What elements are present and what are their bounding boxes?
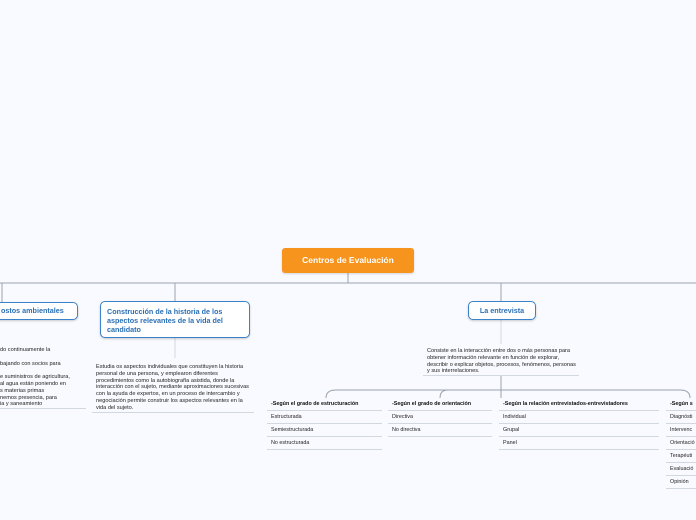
subtopic-underline bbox=[666, 410, 696, 411]
leaf-underline bbox=[666, 436, 696, 437]
note-line: nemos presencia, para bbox=[0, 394, 57, 401]
leaf-intervencion[interactable]: Intervenc bbox=[670, 427, 693, 433]
subtopic-grado-orientacion[interactable]: -Según el grado de orientación bbox=[392, 401, 472, 407]
note-line: bajando con socios para bbox=[0, 360, 61, 367]
leaf-opinion[interactable]: Opinión bbox=[670, 479, 689, 485]
subtopic-underline bbox=[499, 410, 659, 411]
topic-costos-ambientales[interactable]: ostos ambientales bbox=[0, 302, 78, 320]
note-line: al agua están poniendo en bbox=[0, 380, 66, 387]
root-topic-centros-evaluacion[interactable]: Centros de Evaluación bbox=[282, 248, 414, 273]
leaf-underline bbox=[388, 423, 492, 424]
note-line: e suministros de agricultura, bbox=[0, 374, 70, 381]
subtopic-underline bbox=[388, 410, 492, 411]
subtopic-underline bbox=[267, 410, 382, 411]
connector-group-2 bbox=[440, 390, 501, 398]
leaf-grupal[interactable]: Grupal bbox=[503, 427, 520, 433]
leaf-underline bbox=[666, 475, 696, 476]
leaf-individual[interactable]: Individual bbox=[503, 414, 526, 420]
note-line: do continuamente la bbox=[0, 347, 51, 353]
subtopic-segun-cut[interactable]: -Según s bbox=[670, 401, 693, 407]
note-construccion-historia: Estudia os aspectos individuales que constituyen la historia personal de una persona, y emplearon diferentes procedimientos como la autobiografía asistida, donde la interacción con el sujeto, mediante aproximaciones sucesivas con la ayuda de expertos, en un proceso de intercambio y negociación permite construir los aspectos relevantes en la vida del sujeto. bbox=[96, 364, 249, 411]
leaf-underline bbox=[666, 488, 696, 489]
note-line bbox=[0, 354, 84, 361]
note-underline bbox=[92, 412, 254, 413]
leaf-diagnostico[interactable]: Diagnósti bbox=[670, 414, 693, 420]
leaf-underline bbox=[666, 449, 696, 450]
leaf-semiestructurada[interactable]: Semiestructurada bbox=[271, 427, 314, 433]
topic-construccion-historia[interactable]: Construcción de la historia de los aspectos relevantes de la vida del candidato bbox=[100, 301, 250, 338]
leaf-underline bbox=[666, 462, 696, 463]
leaf-underline bbox=[499, 436, 659, 437]
leaf-estructurada[interactable]: Estructurada bbox=[271, 414, 302, 420]
leaf-no-estructurada[interactable]: No estructurada bbox=[271, 440, 310, 446]
leaf-directiva[interactable]: Directiva bbox=[392, 414, 413, 420]
connector-group-4 bbox=[501, 390, 690, 398]
leaf-underline bbox=[388, 436, 492, 437]
connector-group-1 bbox=[326, 390, 501, 398]
leaf-panel[interactable]: Panel bbox=[503, 440, 517, 446]
note-line: s materias primas bbox=[0, 387, 45, 394]
note-line: ia y saneamiento bbox=[0, 401, 43, 408]
subtopic-relacion-entrevistados[interactable]: -Según la relación entrevistados-entrevistadores bbox=[503, 401, 628, 407]
leaf-underline bbox=[666, 423, 696, 424]
note-costos-ambientales bbox=[0, 347, 84, 408]
note-line bbox=[0, 367, 84, 374]
leaf-terapeutica[interactable]: Terapéuti bbox=[670, 453, 693, 459]
leaf-evaluacion[interactable]: Evaluació bbox=[670, 466, 694, 472]
leaf-underline bbox=[267, 423, 382, 424]
note-underline bbox=[0, 408, 86, 409]
topic-la-entrevista[interactable]: La entrevista bbox=[468, 301, 536, 320]
subtopic-grado-estructuracion[interactable]: -Según el grado de estructuración bbox=[271, 401, 359, 407]
note-la-entrevista: Consiste en la interacción entre dos o más personas para obtener información relevante en función de explorar, describir o explicar objetos, procesos, fenómenos, personas y sus interrelaciones. bbox=[427, 348, 576, 375]
leaf-no-directiva[interactable]: No directiva bbox=[392, 427, 421, 433]
leaf-underline bbox=[499, 449, 659, 450]
leaf-underline bbox=[499, 423, 659, 424]
leaf-orientacion[interactable]: Orientació bbox=[670, 440, 695, 446]
note-underline bbox=[423, 375, 579, 376]
leaf-underline bbox=[267, 436, 382, 437]
leaf-underline bbox=[267, 449, 382, 450]
